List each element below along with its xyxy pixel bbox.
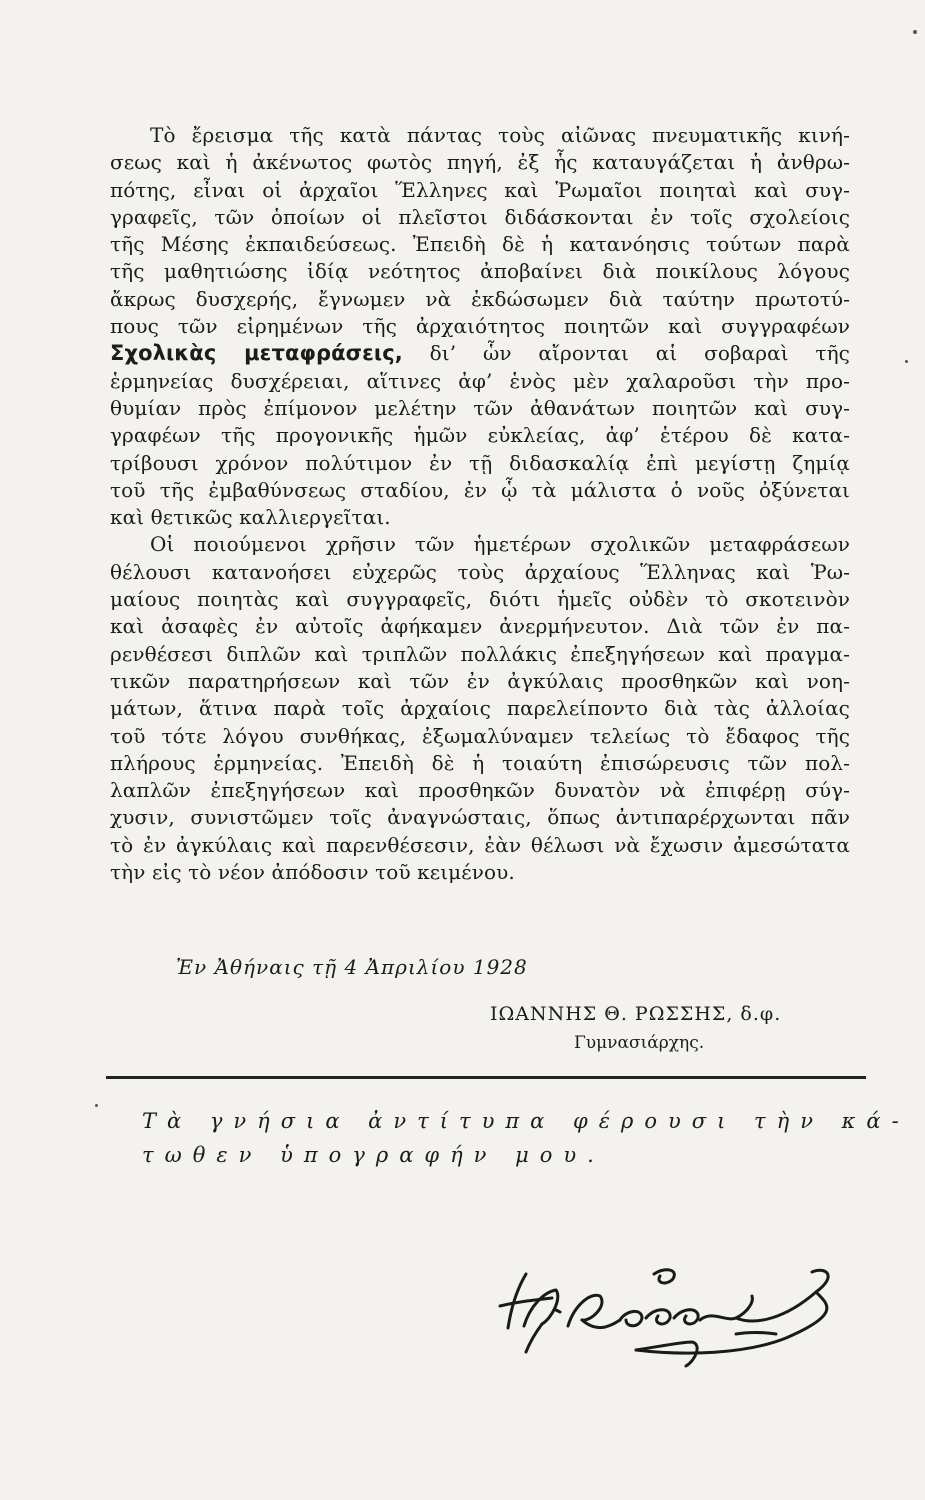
text-line: μάτων, ἅτινα παρὰ τοῖς ἀρχαίοις παρελείποντο διὰ τὰς ἀλλοίας xyxy=(110,696,850,721)
text-line: τὸ ἐν ἀγκύλαις καὶ παρενθέσεσιν, ἐὰν θέλωσι νὰ ἔχωσιν ἀμεσώτατα xyxy=(110,832,850,857)
text-line: τῆς μαθητιώσης ἰδίᾳ νεότητος ἀποβαίνει διὰ ποικίλους λόγους xyxy=(110,259,850,284)
text-line: πους τῶν εἰρημένων τῆς ἀρχαιότητος ποιητῶν καὶ συγγραφέων xyxy=(110,314,850,339)
author-title: Γυμνασιάρχης. xyxy=(574,1033,705,1053)
text-line: ρενθέσεσι διπλῶν καὶ τριπλῶν πολλάκις ἐπεξηγήσεων καὶ πραγμα- xyxy=(110,641,850,666)
text-line: τικῶν παρατηρήσεων καὶ τῶν ἐν ἀγκύλαις προσθηκῶν καὶ νοη- xyxy=(110,668,850,693)
text-line: τὴν εἰς τὸ νέον ἀπόδοσιν τοῦ κειμένου. xyxy=(110,860,515,885)
text-line: μαίους ποιητὰς καὶ συγγραφεῖς, διότι ἡμεῖς οὐδὲν τὸ σκοτεινὸν xyxy=(110,587,850,612)
text-line: ἄκρως δυσχερής, ἔγνωμεν νὰ ἐκδώσωμεν διὰ ταύτην πρωτοτύ- xyxy=(110,286,850,311)
text-line: ἑρμηνείας δυσχέρειαι, αἵτινες ἀφ’ ἑνὸς μὲν χαλαροῦσι τὴν προ- xyxy=(110,368,850,393)
horizontal-rule xyxy=(106,1076,866,1079)
text-line-rest: δι’ ὧν αἴρονται αἱ σοβαραὶ τῆς xyxy=(429,341,850,366)
text-line: Τὸ ἔρεισμα τῆς κατὰ πάντας τοὺς αἰῶνας πνευματικῆς κινή- xyxy=(150,123,850,147)
text-line: θέλουσι κατανοήσει εὐχερῶς τοὺς ἀρχαίους Ἕλληνας καὶ Ῥω- xyxy=(110,559,850,584)
paper-speck xyxy=(95,1104,98,1107)
text-line: καὶ ἀσαφὲς ἐν αὐτοῖς ἀφήκαμεν ἀνερμήνευτον. Διὰ τῶν ἐν πα- xyxy=(110,614,850,639)
text-line: καὶ θετικῶς καλλιεργεῖται. xyxy=(110,505,391,530)
bold-title-phrase: Σχολικὰς μεταφράσεις, xyxy=(110,341,403,366)
author-name: ΙΩΑΝΝΗΣ Θ. ΡΩΣΣΗΣ, δ.φ. xyxy=(490,1003,782,1025)
note-line: Τὰ γνήσια ἀντίτυπα φέρουσι τὴν κά- xyxy=(142,1109,910,1133)
paper-speck xyxy=(913,30,917,34)
text-line: θυμίαν πρὸς ἐπίμονον μελέτην τῶν ἀθανάτων ποιητῶν καὶ συγ- xyxy=(110,395,850,420)
text-line: γραφεῖς, τῶν ὁποίων οἱ πλεῖστοι διδάσκονται ἐν τοῖς σχολείοις xyxy=(110,204,850,229)
text-line: σεως καὶ ἡ ἀκένωτος φωτὸς πηγή, ἐξ ἧς καταυγάζεται ἡ ἀνθρω- xyxy=(110,150,850,175)
text-line: λαπλῶν ἐπεξηγήσεων καὶ προσθηκῶν δυνατὸν νὰ ἐπιφέρῃ σύγ- xyxy=(110,778,850,803)
text-line: τῆς Μέσης ἐκπαιδεύσεως. Ἐπειδὴ δὲ ἡ κατανόησις τούτων παρὰ xyxy=(110,232,850,257)
note-line: τωθεν ὑπογραφήν μου. xyxy=(142,1143,605,1167)
paper-speck xyxy=(905,360,908,363)
authenticity-note xyxy=(142,1104,910,1172)
text-line: γραφέων τῆς προγονικῆς ἡμῶν εὐκλείας, ἀφ’ ἑτέρου δὲ κατα- xyxy=(110,423,850,448)
preface-text xyxy=(110,122,850,886)
place-date-line: Ἐν Ἀθήναις τῇ 4 Ἀπριλίου 1928 xyxy=(176,955,528,979)
text-line: τρίβουσι χρόνον πολύτιμον ἐν τῇ διδασκαλίᾳ ἐπὶ μεγίστῃ ζημίᾳ xyxy=(110,450,850,475)
text-line: τοῦ τῆς ἐμβαθύνσεως σταδίου, ἐν ᾧ τὰ μάλιστα ὁ νοῦς ὀξύνεται xyxy=(110,477,850,502)
text-line: Οἱ ποιούμενοι χρῆσιν τῶν ἡμετέρων σχολικῶν μεταφράσεων xyxy=(150,532,850,557)
text-line: τοῦ τότε λόγου συνθήκας, ἐξωμαλύναμεν τελείως τὸ ἔδαφος τῆς xyxy=(110,723,850,748)
text-line: πότης, εἶναι οἱ ἀρχαῖοι Ἕλληνες καὶ Ῥωμαῖοι ποιηταὶ καὶ συγ- xyxy=(110,177,850,202)
text-line: χυσιν, συνιστῶμεν τοῖς ἀναγνώσταις, ὅπως ἀντιπαρέρχωνται πᾶν xyxy=(110,805,850,830)
handwritten-signature xyxy=(486,1262,856,1372)
text-line-with-title xyxy=(110,340,850,367)
text-line: πλήρους ἑρμηνείας. Ἐπειδὴ δὲ ἡ τοιαύτη ἐπισώρευσις τῶν πολ- xyxy=(110,750,850,775)
